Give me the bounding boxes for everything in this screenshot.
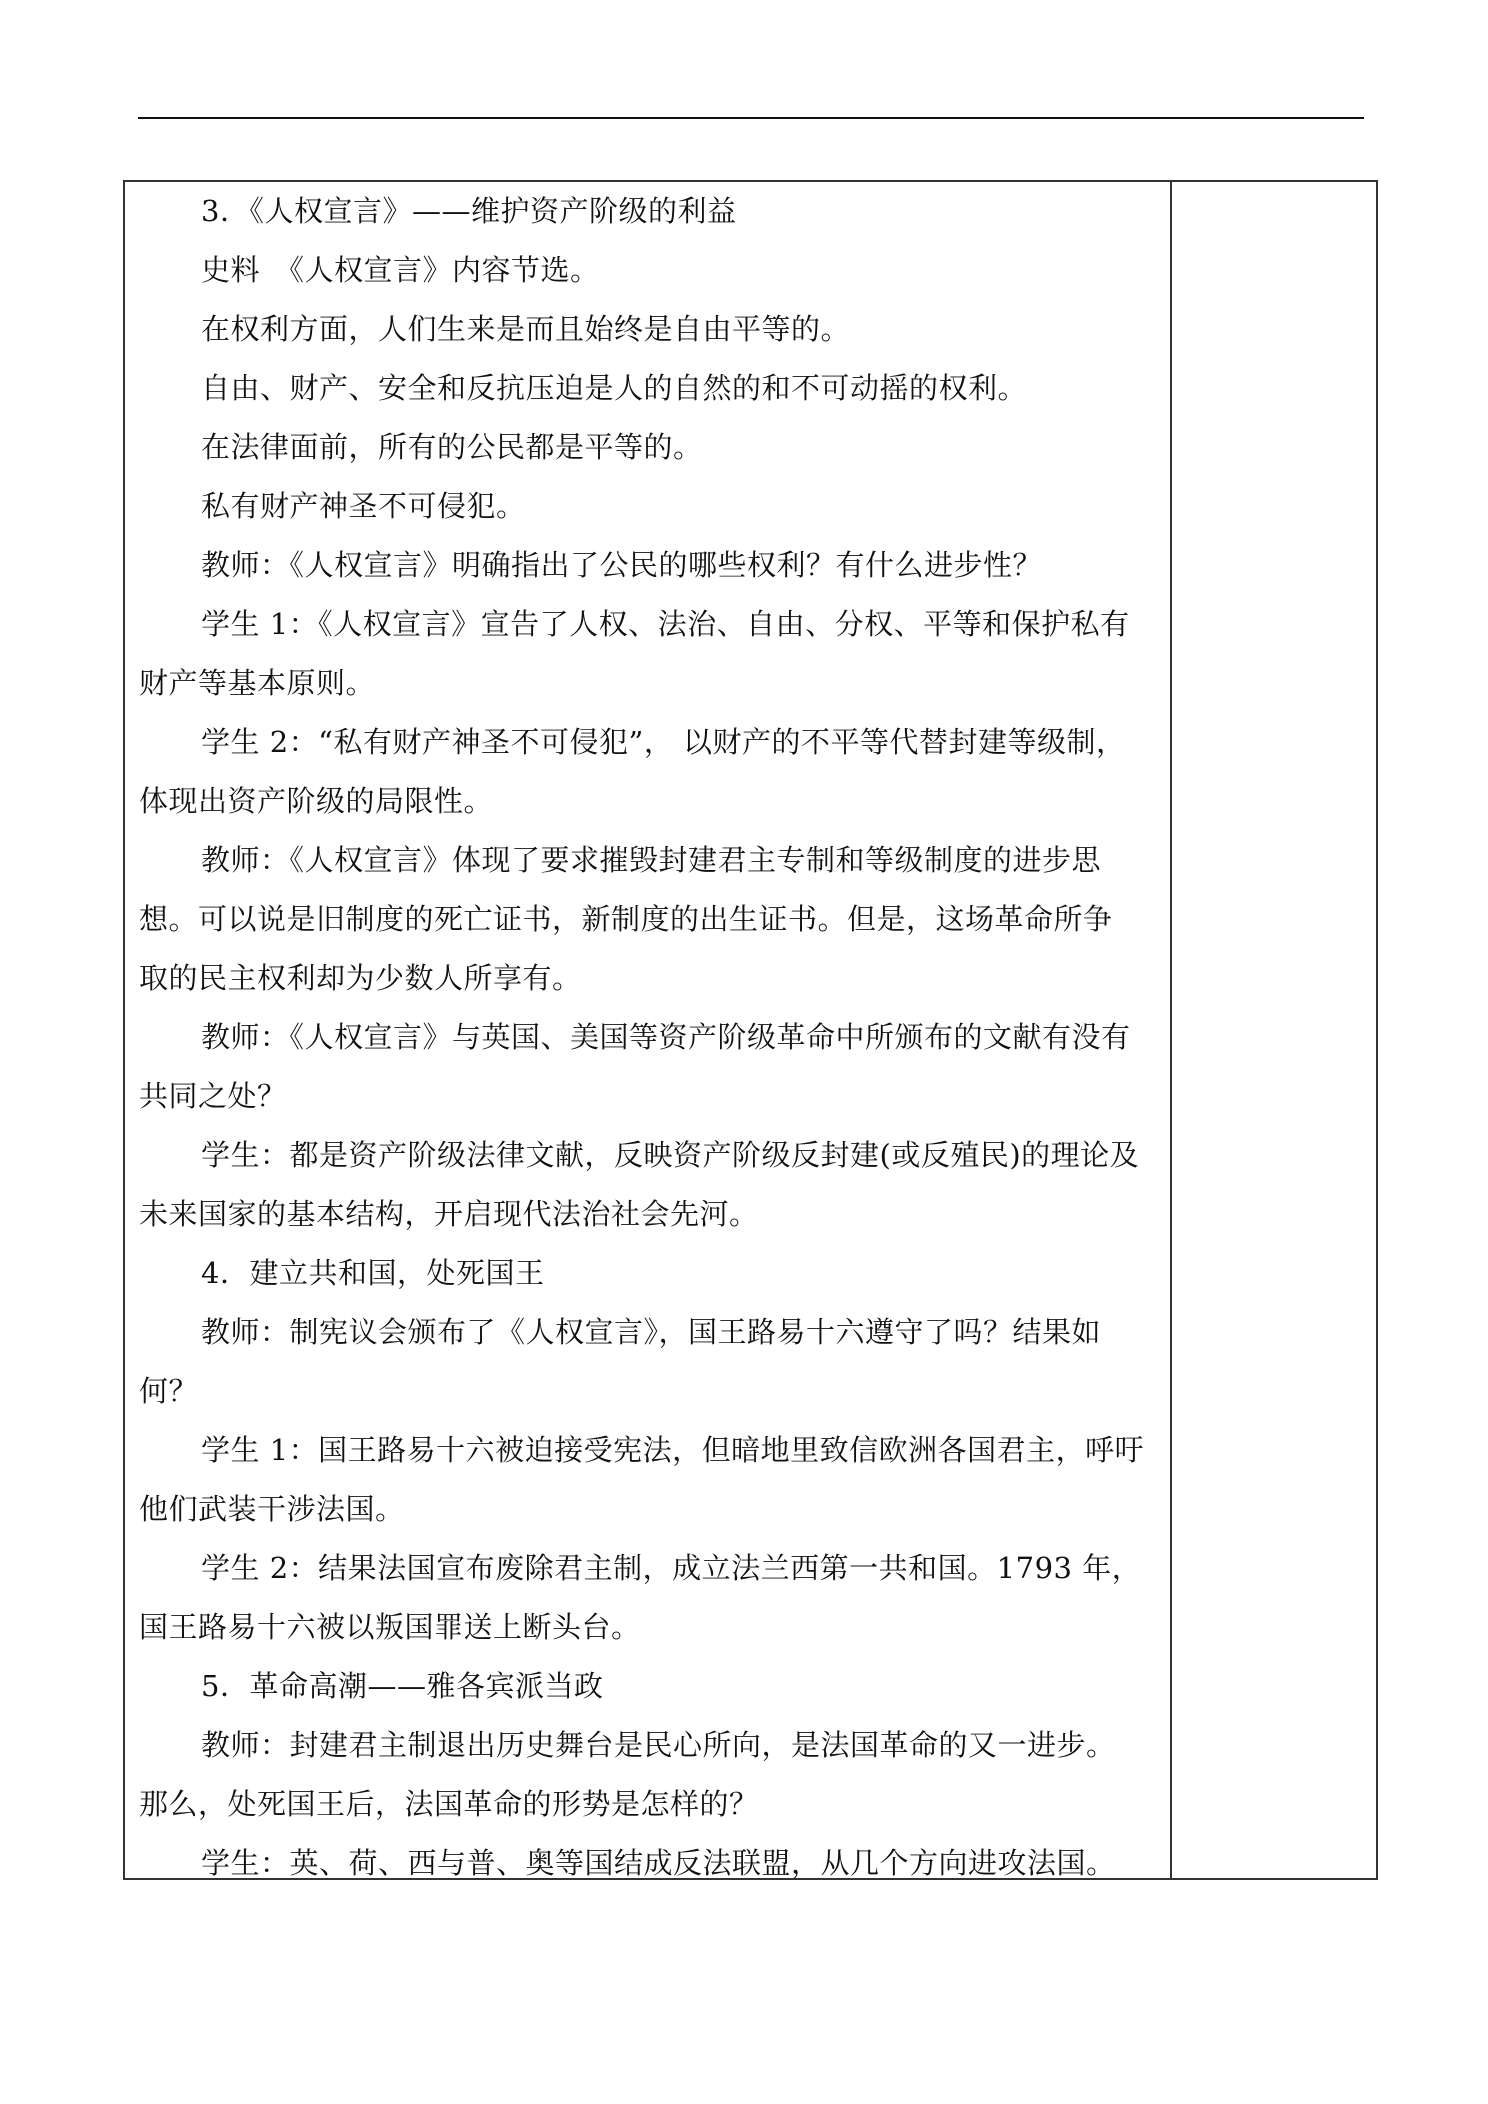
notes-cell (1172, 182, 1376, 1878)
teacher-comment-line-3: 取的民主权利却为少数人所享有。 (139, 961, 582, 995)
section-heading-4: 4．建立共和国，处死国王 (201, 1256, 545, 1290)
source-quote-3: 在法律面前，所有的公民都是平等的。 (201, 430, 703, 464)
section-heading-5: 5．革命高潮——雅各宾派当政 (201, 1669, 604, 1703)
student1-answer-2-line-1: 学生 1：国王路易十六被迫接受宪法，但暗地里致信欧洲各国君主，呼吁 (201, 1433, 1145, 1467)
teacher-comment-line-1: 教师：《人权宣言》体现了要求摧毁封建君主专制和等级制度的进步思 (201, 843, 1102, 877)
teacher-comment-2-line-2: 那么，处死国王后，法国革命的形势是怎样的？ (139, 1787, 759, 1821)
teacher-comment-2-line-1: 教师：封建君主制退出历史舞台是民心所向，是法国革命的又一进步。 (201, 1728, 1116, 1762)
student2-answer-line-2: 体现出资产阶级的局限性。 (139, 784, 494, 818)
source-intro: 史料 《人权宣言》内容节选。 (201, 253, 600, 287)
source-quote-1: 在权利方面，人们生来是而且始终是自由平等的。 (201, 312, 851, 346)
section-heading-3: 3．《人权宣言》——维护资产阶级的利益 (201, 194, 737, 228)
student-answer-line-1: 学生：都是资产阶级法律文献，反映资产阶级反封建(或反殖民)的理论及 (201, 1138, 1140, 1172)
teacher-question-2-line-2: 共同之处？ (139, 1079, 287, 1113)
student-answer-3: 学生：英、荷、西与普、奥等国结成反法联盟，从几个方向进攻法国。 (201, 1846, 1116, 1880)
lesson-table (123, 180, 1378, 1880)
header-rule (138, 117, 1364, 119)
teacher-question-2-line-1: 教师：《人权宣言》与英国、美国等资产阶级革命中所颁布的文献有没有 (201, 1020, 1131, 1054)
student1-answer-line-1: 学生 1：《人权宣言》宣告了人权、法治、自由、分权、平等和保护私有 (201, 607, 1130, 641)
teacher-question-3-line-2: 何？ (139, 1374, 199, 1408)
student2-answer-line-1: 学生 2：“私有财产神圣不可侵犯”， 以财产的不平等代替封建等级制， (201, 725, 1126, 759)
student-answer-line-2: 未来国家的基本结构，开启现代法治社会先河。 (139, 1197, 759, 1231)
teacher-comment-line-2: 想。可以说是旧制度的死亡证书，新制度的出生证书。但是，这场革命所争 (139, 902, 1113, 936)
student1-answer-line-2: 财产等基本原则。 (139, 666, 376, 700)
teacher-question-3-line-1: 教师：制宪议会颁布了《人权宣言》，国王路易十六遵守了吗？结果如 (201, 1315, 1102, 1349)
student2-answer-2-line-2: 国王路易十六被以叛国罪送上断头台。 (139, 1610, 641, 1644)
source-quote-4: 私有财产神圣不可侵犯。 (201, 489, 526, 523)
student2-answer-2-line-1: 学生 2：结果法国宣布废除君主制，成立法兰西第一共和国。1793 年， (201, 1551, 1142, 1585)
teacher-question-1: 教师：《人权宣言》明确指出了公民的哪些权利？有什么进步性？ (201, 548, 1043, 582)
student1-answer-2-line-2: 他们武装干涉法国。 (139, 1492, 405, 1526)
source-quote-2: 自由、财产、安全和反抗压迫是人的自然的和不可动摇的权利。 (201, 371, 1028, 405)
